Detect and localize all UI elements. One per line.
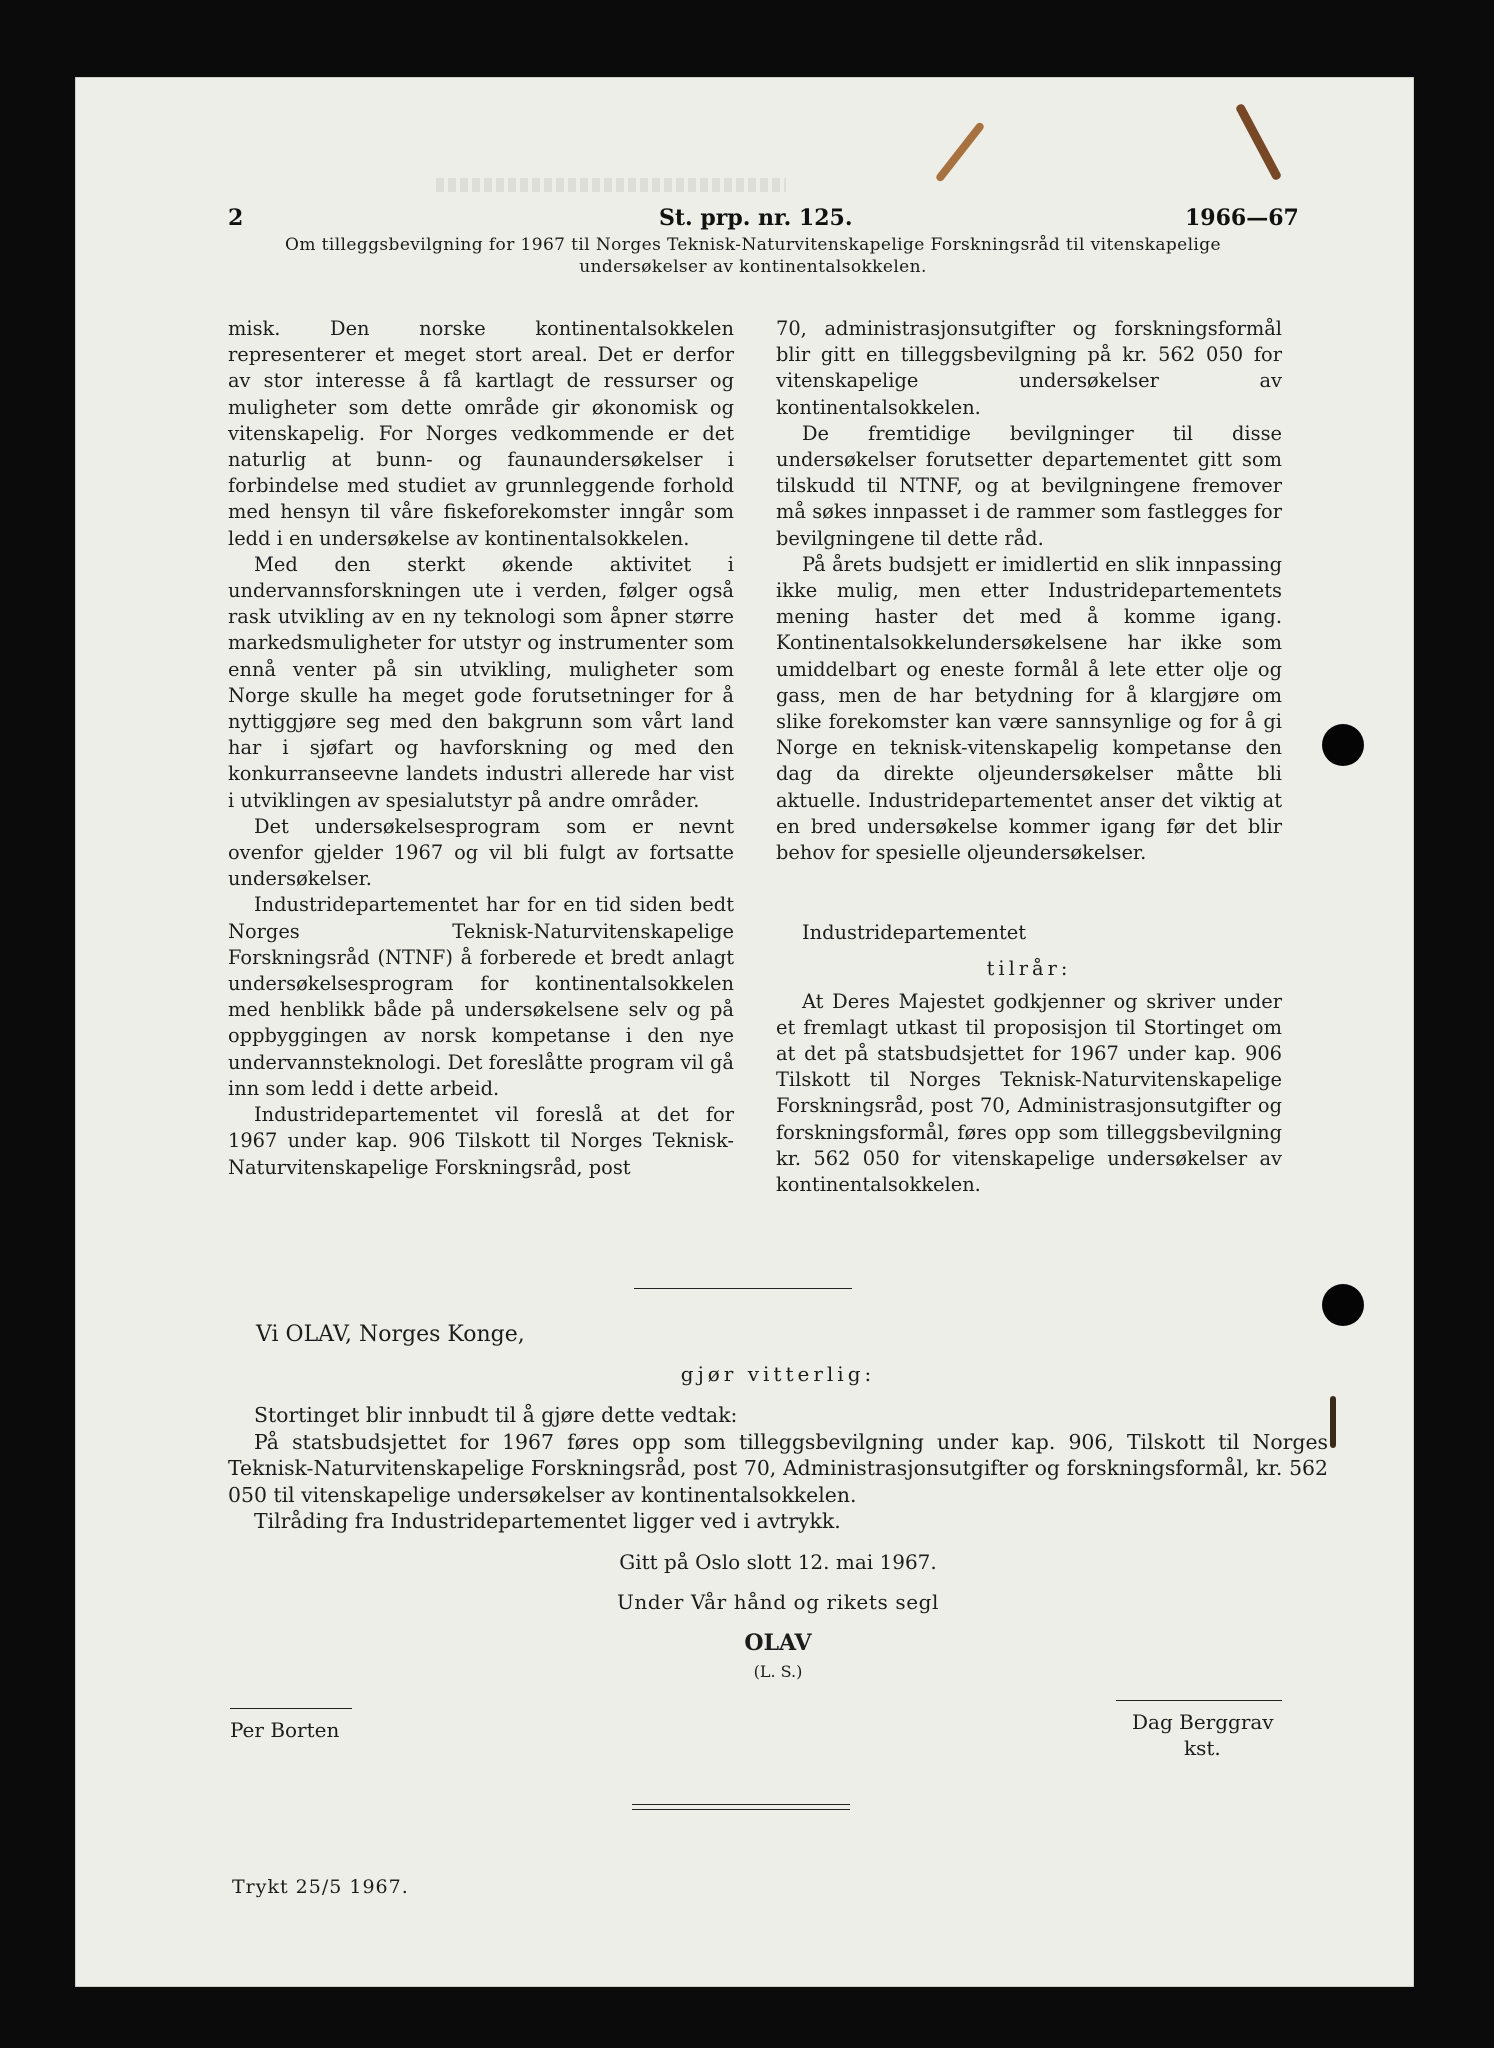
left-paragraph: Det undersøkelsesprogram som er nevnt ovenfor gjelder 1967 og vil bli fulgt av fortsatte undersøkelser. bbox=[228, 814, 734, 891]
right-paragraph: 70, administrasjonsutgifter og forskningsformål blir gitt en tilleggsbevilgning på kr. 562 050 for vitenskapelige undersøkelser av kontinentalsokkelen. bbox=[776, 317, 1282, 419]
document-subtitle bbox=[224, 234, 1282, 278]
bleed-through-text bbox=[436, 178, 786, 192]
left-column bbox=[228, 316, 734, 1181]
right-signatory: Dag Berggrav bbox=[1132, 1710, 1274, 1734]
punch-hole-lower bbox=[1322, 1284, 1364, 1326]
recommending-ministry: Industridepartementet bbox=[802, 921, 1027, 945]
king-name: OLAV bbox=[744, 1630, 812, 1656]
section-divider bbox=[634, 1288, 852, 1289]
royal-proclamation: gjør vitterlig: bbox=[680, 1362, 876, 1386]
left-signatory: Per Borten bbox=[230, 1718, 340, 1742]
right-signature-line bbox=[1116, 1700, 1282, 1701]
right-paragraph: På årets budsjett er imidlertid en slik innpassing ikke mulig, men etter Industridepartementets mening haster det med å komme igang. Kontinentalsokkelundersøkelsene har ikke som umiddelbart og eneste formål å lete etter olje og gass, men de har betydning for å klargjøre om slike forekomster kan være sannsynlige og for å gi Norge en teknisk-vitenskapelig kompetanse den dag da direkte oljeundersøkelser måtte bli aktuelle. Industridepartementet anser det viktig at en bred undersøkelse kommer igang før det blir behov for spesielle oljeundersøkelser. bbox=[776, 552, 1282, 865]
closing-rule-1 bbox=[632, 1804, 850, 1805]
left-paragraph: misk. Den norske kontinentalsokkelen representerer et meget stort areal. Det er derfor av stor interesse å få kartlagt de ressurser og muligheter som dette område gir økonomisk og vitenskapelig. For Norges vedkommende er det naturlig at bunn- og faunaundersøkelser i forbindelse med studiet av grunnleggende forhold med hensyn til våre fiskeforekomster inngår som ledd i en undersøkelse av kontinentalsokkelen. bbox=[228, 317, 734, 550]
session-year: 1966—67 bbox=[1185, 205, 1299, 231]
rust-mark-top-right bbox=[1235, 103, 1282, 181]
royal-line-1: Stortinget blir innbudt til å gjøre dette vedtak: bbox=[254, 1403, 738, 1427]
punch-hole-upper bbox=[1322, 724, 1364, 766]
page-number: 2 bbox=[228, 205, 244, 231]
under-seal: Under Vår hånd og rikets segl bbox=[616, 1590, 940, 1614]
left-paragraph: Industridepartementet vil foreslå at det for 1967 under kap. 906 Tilskott til Norges Teknisk-Naturvitenskapelige Forskningsråd, post bbox=[228, 1103, 734, 1179]
rust-mark-top-left bbox=[935, 121, 986, 183]
seal-mark: (L. S.) bbox=[753, 1662, 803, 1681]
royal-line-2: På statsbudsjettet for 1967 føres opp som tilleggsbevilgning under kap. 906, Tilskott til Norges Teknisk-Naturvitenskapelige Forskningsråd, post 70, Administrasjonsutgifter og forskningsformål, kr. 562 050 til vitenskapelige undersøkelser av kontinentalsokkelen. bbox=[228, 1429, 1328, 1507]
royal-line-3: Tilråding fra Industridepartementet ligger ved i avtrykk. bbox=[254, 1509, 841, 1533]
left-paragraph: Med den sterkt økende aktivitet i undervannsforskningen ute i verden, følger også rask utvikling av en ny teknologi som åpner større markedsmuligheter for utstyr og instrumenter som ennå venter på sin utvikling, muligheter som Norge skulle ha meget gode forutsetninger for å nyttiggjøre seg med den bakgrunn som vårt land har i sjøfart og havforskning og med den konkurranseevne landets industri allerede har vist i utviklingen av spesialutstyr på andre områder. bbox=[228, 552, 734, 812]
closing-rule-2 bbox=[632, 1809, 850, 1810]
right-column bbox=[776, 316, 1282, 1198]
left-signature-line bbox=[230, 1708, 352, 1709]
recommendation-text: At Deres Majestet godkjenner og skriver under et fremlagt utkast til proposisjon til Stortinget om at det på statsbudsjettet for 1967 under kap. 906 Tilskott til Norges Teknisk-Naturvitenskapelige Forskningsråd, post 70, Administrasjonsutgifter og forskningsformål, føres opp som tilleggsbevilgning kr. 562 050 for vitenskapelige undersøkelser av kontinentalsokkelen. bbox=[776, 989, 1282, 1197]
document-page bbox=[76, 78, 1413, 1986]
print-date: Trykt 25/5 1967. bbox=[232, 1876, 409, 1898]
royal-body bbox=[228, 1402, 1328, 1535]
left-paragraph: Industridepartementet har for en tid siden bedt Norges Teknisk-Naturvitenskapelige Forskningsråd (NTNF) å forberede et bredt anlagt undersøkelsesprogram for kontinentalsokkelen med henblikk både på undersøkelsene selv og på oppbyggingen av norsk kompetanse i den nye undervannsteknologi. Det foreslåtte program vil gå inn som ledd i dette arbeid. bbox=[228, 893, 734, 1100]
subtitle-line-1: Om tilleggsbevilgning for 1967 til Norges Teknisk-Naturvitenskapelige Forskningsråd til vitenskapelige bbox=[284, 235, 1222, 255]
recommendation-verdict: tilrår: bbox=[986, 957, 1072, 981]
document-reference: St. prp. nr. 125. bbox=[659, 205, 853, 231]
right-paragraph: De fremtidige bevilgninger til disse undersøkelser forutsetter departementet gitt som tilskudd til NTNF, og at bevilgningene fremover må søkes innpasset i de rammer som fastlegges for bevilgningene til dette råd. bbox=[776, 421, 1282, 550]
right-signatory-title: kst. bbox=[1184, 1736, 1221, 1760]
given-at: Gitt på Oslo slott 12. mai 1967. bbox=[619, 1550, 937, 1574]
rust-mark-right-edge bbox=[1330, 1396, 1336, 1448]
subtitle-line-2: undersøkelser av kontinentalsokkelen. bbox=[579, 257, 927, 277]
royal-opening: Vi OLAV, Norges Konge, bbox=[256, 1322, 525, 1347]
